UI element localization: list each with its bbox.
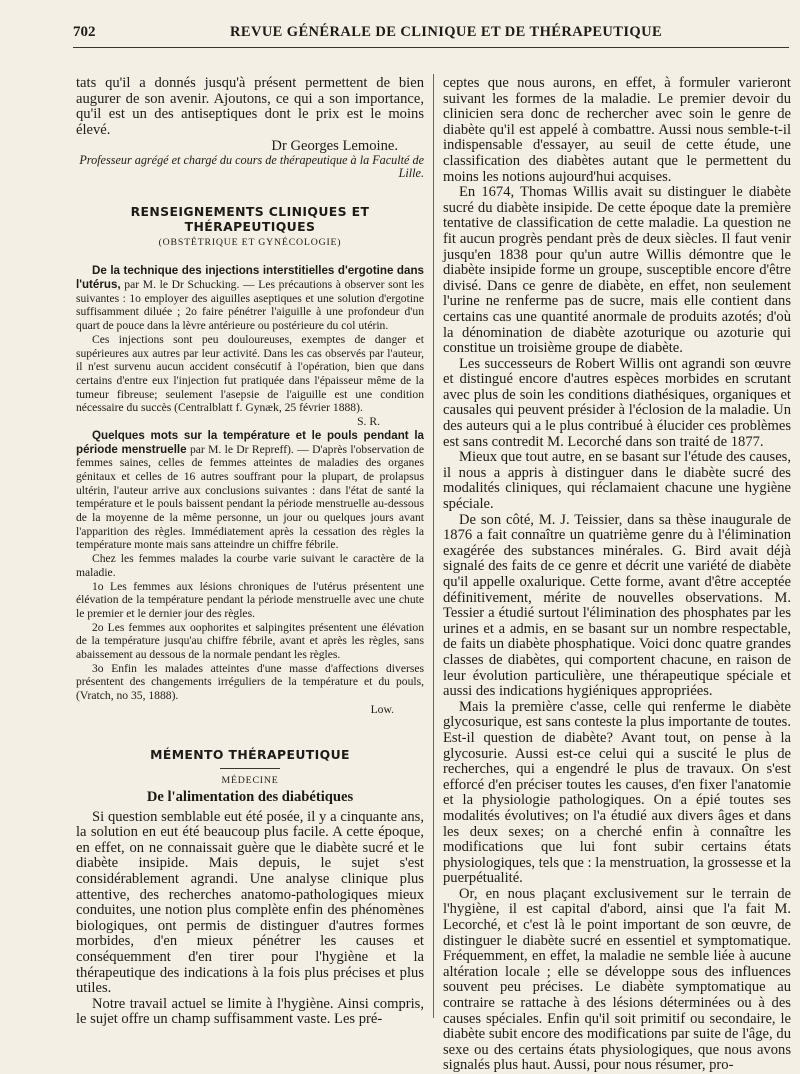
- article1-title: De la technique des injections interstitielles d'ergotine dans l'utérus,: [76, 264, 424, 292]
- intro-paragraph: tats qu'il a donnés jusqu'à présent permettent de bien augurer de son avenir. Ajoutons, ce qui a son importance, qu'il est un des antiseptiques dont le prix est le moins élevé.: [76, 75, 424, 138]
- right-paragraph-4: Mieux que tout autre, en se basant sur l'étude des causes, il nous a appris à distinguer dans le diabète sucré des modalités cliniques, qui réclamaient chacune une hygiène spéciale.: [443, 449, 791, 513]
- header-rule: [73, 47, 789, 48]
- right-paragraph-2: En 1674, Thomas Willis avait su distinguer le diabète sucré du diabète insipide. De cette époque date la première tentative de classification de cette maladie. La question ne fit aucun progrès pendant près de deux siècles. Il faut venir jusqu'en 1838 pour qu'un autre Willis démontre que le diabète insipide forme un groupe, susceptible encore d'être divisé. Dans ce genre de diabète, en effet, non seulement l'urine ne renferme pas de sucre, mais elle contient dans certains cas une quantité anormale de produits azotés; d'où la dénomination de diabète azoturique ou azoturie qui constitue un troisième groupe de diabète.: [443, 184, 791, 357]
- article2-paragraph-5: 3o Enfin les malades atteintes d'une masse d'affections diverses présentent des changements irréguliers de la température et du pouls, (Vratch, no 35, 1888).: [76, 661, 424, 703]
- right-paragraph-7: Or, en nous plaçant exclusivement sur le terrain de l'hygiène, il est capital d'abord, ainsi que l'a fait M. Lecorché, et c'est là le point important de son œuvre, de distinguer le diabète sucré en essentiel et symptomatique. Fréquemment, en effet, la maladie ne semble liée à aucune altération locale ; elle se développe sous des influences souvent peu précises. Le diabète symptomatique au contraire se rattache à des lésions déterminées ou à des causes spéciales. Enfin qu'il soit primitif ou secondaire, le diabète subit encore des modifications par suite de l'âge, du sexe ou des certains états physiologiques, que nous avons signalés plus haut. Aussi, pour nous résumer, pro-: [443, 885, 791, 1074]
- memento-rule: [220, 768, 280, 769]
- page-number: 702: [73, 24, 96, 40]
- article1-body: par M. le Dr Schucking. — Les précautions à observer sont les suivantes : 1o employer des aiguilles aseptiques et une solution d'ergotine suffisamment diluée ; 2o faire pénétrer l'aiguille à une profondeur d'un quart de pouce dans la lèvre antérieure ou postérieure du col utérin.: [76, 278, 424, 333]
- article2-title: Quelques mots sur la température et le pouls pendant la période menstruelle: [76, 428, 424, 456]
- running-head: REVUE GÉNÉRALE DE CLINIQUE ET DE THÉRAPEUTIQUE: [230, 24, 663, 40]
- section-title: RENSEIGNEMENTS CLINIQUES ET THÉRAPEUTIQUES: [130, 204, 370, 235]
- article2-body: par M. le Dr Repreff). — D'après l'observation de femmes saines, celles de femmes atteintes de maladies des organes génitaux et celles de 16 autres souffrant pour la plupart, de prolapsus ultérin, l'auteur arrive aux conclusions suivantes : dans l'état de santé la température et le pouls baissent pendant la période menstruelle au-dessous de la moyenne de la même personne, un jour ou quelques jours avant l'apparition des règles. Immédiatement après la cessation des règles la température monte mais sans atteindre un chiffre fébrile.: [76, 442, 424, 552]
- article2-paragraph: [76, 429, 424, 552]
- right-paragraph-1: ceptes que nous aurons, en effet, à formuler varieront suivant les formes de la maladie. Le premier devoir du clinicien sera donc de rechercher avec soin le genre de diabète qu'il est appelé à combattre. Aussi nous semble-t-il indispensable d'essayer, au seuil de cette étude, une classification des diabètes autant que le permettent du moins les notions aujourd'hui acquises.: [443, 75, 791, 185]
- right-paragraph-3: Les successeurs de Robert Willis ont agrandi son œuvre et distingué encore d'autres espèces morbides en scrutant avec plus de soin les conditions diathésiques, organiques et causales qui peuvent présider à l'éclosion de la maladie. Un des auteurs qui a le plus contribué à élucider ces problèmes est sans contredit M. Lecorché dans son traité de 1877.: [443, 355, 791, 450]
- column-divider: [433, 74, 434, 1018]
- left-column: [76, 76, 424, 1026]
- signature: Dr Georges Lemoine.: [271, 138, 398, 155]
- article1-paragraph: [76, 264, 424, 333]
- article1-signature: S. R.: [357, 415, 380, 429]
- article2-signature: Low.: [370, 702, 394, 716]
- article2-paragraph-3: 1o Les femmes aux lésions chroniques de l'utérus présentent une élévation de la température pendant la période menstruelle avec une chute le premier et le dernier jour des règles.: [76, 579, 424, 620]
- right-paragraph-6: Mais la première c'asse, celle qui renferme le diabète glycosurique, est sans conteste la plus importante de toutes. Est-il question de diabète? Avant tout, on pense à la glycosurie. Aussi est-ce celui qui a suscité le plus de recherches, qui a engendré le plus de travaux. On s'est efforcé d'en préciser toutes les causes, d'en fixer l'anatomie et la physiologie pathologiques. On a épié toutes ses modalités évolutives; on l'a étudié aux divers âges et dans les deux sexes; on a cherché enfin à connaître les modifications que lui font subir certains états physiologiques, tels que : la menstruation, la grossesse et la puerpétualité.: [443, 698, 791, 887]
- memento-paragraph-1: Si question semblable eut été posée, il y a cinquante ans, la solution en eut été beaucoup plus facile. A cette époque, en effet, on ne connaissait guère que le diabète sucré et le diabète insipide. Mais depuis, le sujet s'est considérablement agrandi. Une analyse clinique plus attentive, des recherches anatomo-pathologiques mieux conduites, une notion plus complète enfin des phénomènes biologiques, ont permis de distinguer d'autres formes morbides, d'en mieux pénétrer les causes et conséquemment d'en tirer pour l'hygiène et la thérapeutique des indications à la fois plus précises et plus utiles.: [76, 808, 424, 997]
- right-paragraph-5: De son côté, M. J. Teissier, dans sa thèse inaugurale de 1876 a fait connaître un quatrième genre du à l'élimination exagérée des substances minérales. G. Bird avait déjà signalé des faits de ce genre et décrit une variété de diabète qu'il appelle oxalurique. Cette forme, avant d'être acceptée définitivement, mérite de nouvelles observations. M. Tessier a étudié surtout l'élimination des phosphates par les urines et a admis, en se basant sur un nombre respectable, de faits un diabète phosphatique. Voici donc quatre grandes classes de diabètes, qui comportent chacune, en raison de leur évolution particulière, une thérapeutique spéciale et aussi des indications hygiéniques appropriées.: [443, 511, 791, 700]
- article2-paragraph-2: Chez les femmes malades la courbe varie suivant le caractère de la maladie.: [76, 552, 424, 579]
- memento-paragraph-2: Notre travail actuel se limite à l'hygiène. Ainsi compris, le sujet offre un champ suffisamment vaste. Les pré-: [76, 995, 424, 1028]
- memento-title: MÉMENTO THÉRAPEUTIQUE: [150, 746, 350, 762]
- medecine-label: MÉDECINE: [221, 774, 279, 786]
- article2-paragraph-4: 2o Les femmes aux oophorites et salpingites présentent une élévation de la température jusqu'au chiffre fébrile, avant et après les règles, sans abaissement au dessous de la normale pendant les règles.: [76, 620, 424, 662]
- memento-heading: De l'alimentation des diabétiques: [146, 788, 354, 805]
- signature-title: Professeur agrégé et chargé du cours de thérapeutique à la Faculté de Lille.: [79, 153, 424, 181]
- right-column: [443, 75, 791, 1074]
- section-subtitle: (OBSTÉTRIQUE ET GYNÉCOLOGIE): [158, 237, 342, 249]
- article1-paragraph-2: Ces injections sont peu douloureuses, exemptes de danger et supérieures aux autres par leur activité. Dans les cas observés par l'auteur, il n'est survenu aucun accident consécutif à l'opération, bien que dans certains d'entre eux l'injection fut pratiquée dans l'épaisseur même de la tumeur fibreuse; seulement l'asepsie de l'aiguille est une condition nécessaire du succès (Centralblatt f. Gynæk, 25 février 1888).: [76, 332, 424, 415]
